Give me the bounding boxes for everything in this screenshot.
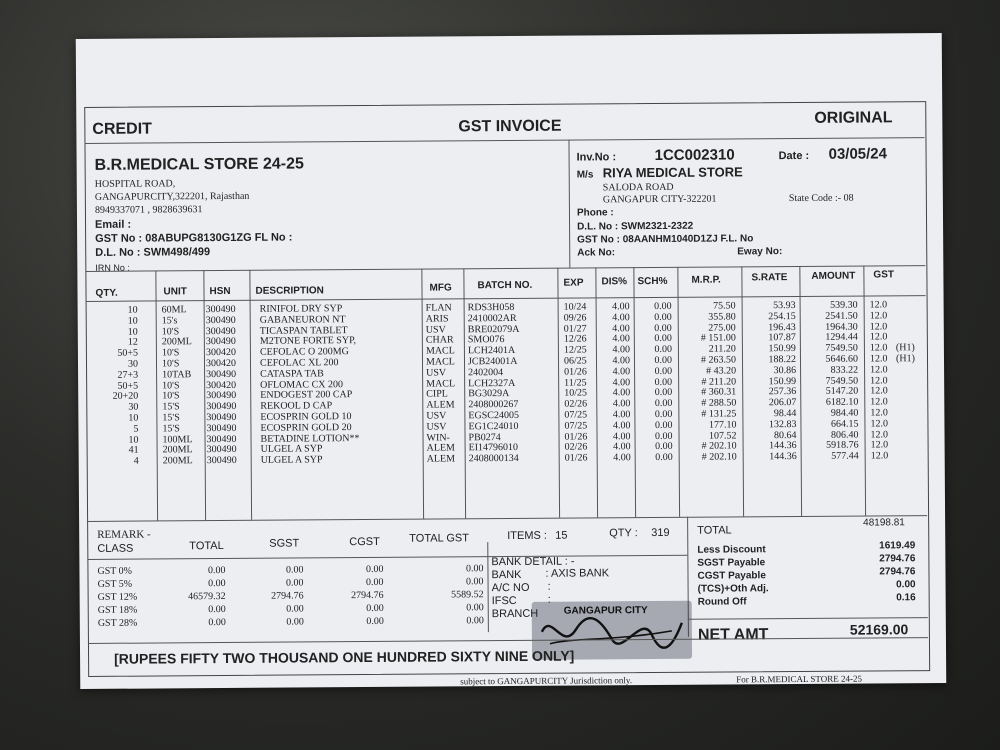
col-exp: EXP [563,277,584,289]
adjustment-value: 2794.76 [879,566,916,578]
cell-exp: 07/25 [564,420,588,432]
cell-batch: 2410002AR [467,312,517,325]
cell-mrp: # 360.31 [701,386,737,399]
adjustment-label: SGST Payable [697,557,766,569]
cell-qty: 10 [128,412,139,424]
cell-sch: 0.00 [654,365,673,377]
invoice-title: GST INVOICE [458,117,562,136]
cell-mfg: ALEM [426,399,455,411]
cell-gst: 12.0 [869,342,888,354]
cell-amt: 5646.60 [825,353,859,365]
adjustment-value: 0.16 [896,592,916,604]
cell-hsn: 300490 [206,411,237,424]
credit-label: CREDIT [92,120,152,138]
cell-amt: 664.15 [830,418,859,430]
cell-qty: 27+3 [117,369,139,381]
original-label: ORIGINAL [814,109,893,127]
cell-qty: 5 [133,423,139,435]
bank-label: BANK [491,568,522,582]
gst-cell-cgst: 0.00 [365,563,384,576]
cell-gst: 12.0 [869,331,888,343]
gst-cell-cgst: 0.00 [366,576,384,589]
cell-hsn: 300490 [206,444,237,456]
cell-dis: 4.00 [612,365,631,378]
cell-sch: 0.00 [654,430,673,442]
cell-batch: 2408000134 [468,453,519,465]
col-unit: UNIT [163,286,187,298]
cell-qty: 30 [128,401,139,413]
cell-qty: 30 [127,358,139,370]
adjustment-value: 1619.49 [879,540,916,552]
cell-hsn: 300490 [206,401,237,413]
gst-cell-tgst: 0.00 [466,615,484,627]
buyer-phone: Phone : [576,207,614,219]
cell-gst: 12.0 [869,353,888,365]
cell-qty: 10 [127,304,138,316]
cell-mrp: 75.50 [713,300,736,312]
cell-mfg: CIPL [426,388,448,400]
cell-amt: 5918.76 [826,439,859,452]
cell-batch: EI14796010 [468,442,519,454]
gst-cell-total: 0.00 [208,603,226,616]
remark-label: REMARK - [97,528,151,541]
cell-desc: RINIFOL DRY SYP [259,303,343,315]
cell-dis: 4.00 [612,301,630,313]
cell-sch: 0.00 [654,408,673,420]
invoice-date: 03/05/24 [828,145,888,163]
gst-cell-name: GST 18% [97,604,138,616]
cell-mfg: USV [425,324,446,336]
cell-rate: 30.86 [773,364,797,376]
cell-batch: 2402004 [468,366,504,379]
cell-hsn: 300490 [206,390,237,402]
seller-dl: D.L. No : SWM498/499 [95,246,211,259]
seller-address-2: GANGAPURCITY,322201, Rajasthan [94,190,250,203]
cell-hsn: 300490 [205,314,236,326]
cell-qty: 50+5 [117,380,139,392]
jurisdiction-note: subject to GANGAPURCITY Jurisdiction only. [460,675,633,687]
cell-mfg: ALEM [426,453,456,465]
gst-cell-total: 0.00 [208,616,226,629]
cell-sch: 0.00 [654,344,672,356]
cell-mrp: # 131.25 [701,408,737,420]
cell-dis: 4.00 [612,322,630,334]
cell-sch: 0.00 [654,300,672,312]
cell-unit: 200ML [161,336,192,348]
cell-batch: PB0274 [468,431,501,443]
cell-desc: ENDOGEST 200 CAP [260,389,353,402]
seller-name: B.R.MEDICAL STORE 24-25 [94,155,304,174]
cell-rate: 98.44 [773,408,797,420]
cell-desc: CEFOLAC O 200MG [259,346,349,358]
cell-amt: 577.44 [831,450,859,462]
cell-mfg: WIN- [426,432,450,444]
cell-rate: 132.83 [768,418,797,430]
cell-gst: 12.0 [870,364,888,376]
cell-dis: 4.00 [612,311,630,324]
cell-rate: 80.64 [773,429,797,441]
cell-batch: 2408000267 [468,399,519,411]
for-signature: For B.R.MEDICAL STORE 24-25 [736,673,863,685]
cell-mrp: 355.80 [708,311,736,323]
cell-gst: 12.0 [869,299,888,311]
col-mfg: MFG [429,282,452,294]
cell-mrp: # 211.20 [701,376,737,388]
gst-cell-sgst: 2794.76 [271,590,304,602]
cell-mrp: 107.52 [708,430,737,442]
seller-irn: IRN No : [95,262,130,273]
cell-mfg: ARIS [425,313,449,325]
cell-exp: 02/26 [564,398,588,410]
cell-qty: 10 [127,326,138,338]
cell-rate: 206.07 [768,397,797,409]
gst-cell-name: GST 12% [97,591,138,603]
cell-desc: BETADINE LOTION** [260,432,360,445]
cell-rate: 144.36 [769,440,797,452]
cell-amt: 7549.50 [825,342,858,354]
cell-dis: 4.00 [612,333,630,345]
cell-batch: RDS3H058 [467,301,515,314]
cell-unit: 10'S [162,379,180,392]
invoice-paper [76,33,947,689]
cell-sch: 0.00 [654,311,672,323]
gst-cell-sgst: 0.00 [286,616,304,628]
buyer-gst: GST No : 08AANHM1040D1ZJ F.L. No [577,233,754,246]
cell-gst: 12.0 [870,407,888,419]
cell-desc: TICASPAN TABLET [259,324,348,337]
cell-mfg: CHAR [425,334,454,346]
ms-label: M/s [576,169,594,181]
col-dis: DIS% [601,276,628,288]
adjustment-label: CGST Payable [697,570,766,582]
invoice-number: 1CC002310 [654,146,735,164]
cell-sch: 0.00 [654,398,673,410]
cell-exp: 10/24 [563,301,587,313]
gst-cell-name: GST 0% [97,565,133,577]
cell-batch: BRE02079A [467,323,520,335]
cell-exp: 01/26 [564,452,588,464]
cell-amt: 539.30 [830,299,858,311]
cell-desc: ECOSPRIN GOLD 10 [260,411,352,423]
gst-cell-cgst: 0.00 [366,615,384,628]
cell-exp: 12/25 [563,344,587,356]
col-amount: AMOUNT [811,270,856,282]
gst-cell-tgst: 0.00 [465,563,484,575]
branch-label: BRANCH [491,607,539,621]
cell-sch: 0.00 [654,419,673,431]
seller-gst: GST No : 08ABUPG8130G1ZG FL No : [95,231,293,245]
cell-gst: 12.0 [870,385,888,397]
gst-cell-name: GST 5% [97,578,133,590]
cell-rate: 254.15 [768,310,796,323]
cell-unit: 15'S [162,423,180,435]
cell-sch: 0.00 [654,333,672,345]
cell-mrp: # 151.00 [700,332,736,345]
buyer-state-code: State Code :- 08 [788,192,854,205]
gst-cell-total: 0.00 [207,564,226,577]
cell-rate: 144.36 [769,451,797,463]
date-label: Date : [778,149,810,163]
bank-detail-label: BANK DETAIL : - [491,555,575,569]
cell-mfg: MACL [426,377,456,390]
cell-exp: 01/27 [563,323,587,335]
cell-desc: M2TONE FORTE SYP, [259,335,357,348]
cell-exp: 01/26 [564,431,588,443]
cell-mrp: # 288.50 [701,397,737,409]
cell-desc: ULGEL A SYP [260,454,323,466]
gst-cell-tgst: 0.00 [466,602,484,614]
cell-rate: 257.36 [768,386,797,398]
qty-total: 319 [651,526,670,540]
cell-mfg: USV [426,367,447,379]
cell-hsn: 300490 [205,336,236,348]
cell-exp: 01/26 [564,366,587,378]
cell-qty: 20+20 [112,390,139,403]
cell-mrp: 275.00 [708,322,736,334]
cell-hsn: 300490 [205,325,236,337]
cell-batch: LCH2401A [467,345,516,357]
cell-dis: 4.00 [612,409,631,421]
cell-desc: REKOOL D CAP [260,400,333,412]
items-count-label: ITEMS : [507,529,547,543]
cell-hsn: 300490 [206,422,237,434]
cell-dis: 4.00 [612,355,631,367]
stamp-text: GANGAPUR CITY [563,605,648,617]
cell-gst: 12.0 [870,428,889,441]
gst-cell-sgst: 0.00 [285,564,304,576]
qty-total-label: QTY : [609,527,638,540]
col-rate: S.RATE [751,272,788,284]
col-batch: BATCH NO. [477,279,533,292]
cell-mfg: MACL [425,356,455,368]
buyer-ack: Ack No: [577,247,616,259]
adjustment-value: 0.00 [896,579,916,591]
sum-col-total: TOTAL [189,540,224,553]
cell-desc: OFLOMAC CX 200 [260,378,343,391]
items-count: 15 [555,529,568,542]
cell-batch: LCH2327A [468,377,516,389]
cell-hsn: 300420 [206,379,237,391]
cell-unit: 10'S [161,347,180,359]
cell-desc: ECOSPRIN GOLD 20 [260,421,352,434]
cell-unit: 60ML [161,304,187,316]
cell-unit: 10'S [162,390,180,402]
adjustment-value: 2794.76 [879,553,916,565]
cell-sch: 0.00 [654,387,673,399]
cell-unit: 15's [161,315,178,327]
cell-qty: 10 [127,315,138,327]
cell-batch: SMO076 [467,334,505,346]
cell-amt: 2541.50 [825,310,858,322]
cell-gst: 12.0 [870,396,888,408]
col-hsn: HSN [209,285,231,298]
cell-dis: 4.00 [612,419,631,432]
net-amount-label: NET AMT [697,626,769,644]
cell-dis: 4.00 [612,344,630,356]
cell-desc: CEFOLAC XL 200 [259,357,339,369]
cell-unit: 100ML [162,433,193,446]
buyer-name: RIYA MEDICAL STORE [602,164,743,181]
cell-unit: 200ML [162,444,193,456]
cell-dis: 4.00 [612,430,631,442]
cell-gst: 12.0 [869,310,888,322]
cell-amt: 1294.44 [825,331,858,344]
cell-amt: 5147.20 [825,385,859,398]
cell-mrp: 211.20 [708,343,736,355]
seller-email: Email : [94,218,132,231]
cell-sch: 0.00 [654,354,673,366]
cell-unit: 15'S [162,412,180,424]
cell-dis: 4.00 [613,452,631,464]
cell-unit: 10'S [161,325,180,338]
cell-batch: BG3029A [468,388,510,400]
gst-cell-cgst: 2794.76 [351,589,384,602]
cell-gst: 12.0 [870,450,889,462]
cell-note: (H1) [895,353,915,365]
cell-desc: CATASPA TAB [260,368,324,380]
gst-cell-total: 46579.32 [188,590,226,603]
cell-hsn: 300420 [205,357,237,370]
cell-mfg: FLAN [425,302,452,314]
cell-hsn: 300490 [206,433,237,445]
gst-cell-name: GST 28% [97,617,138,629]
col-description: DESCRIPTION [255,285,324,297]
cell-rate: 53.93 [773,300,796,312]
cell-amt: 984.40 [830,407,859,419]
cell-exp: 11/25 [564,377,587,389]
cell-dis: 4.00 [612,398,631,410]
cell-hsn: 300490 [205,303,236,316]
cell-mrp: 177.10 [708,419,737,431]
grand-total: 48198.81 [863,517,905,529]
sum-col-total-gst: TOTAL GST [409,532,469,545]
seller-phone: 8949337071 , 9828639631 [94,204,203,216]
cell-batch: EG1C24010 [468,420,519,433]
acno-label: A/C NO [491,581,530,595]
acno-colon: : [547,580,551,593]
cell-hsn: 300490 [206,455,237,467]
cell-unit: 10TAB [162,369,192,381]
cell-exp: 07/25 [564,409,588,421]
cell-mfg: USV [426,421,447,433]
cell-rate: 107.87 [768,332,796,344]
adjustment-label: Less Discount [697,544,766,556]
cell-unit: 10'S [161,358,180,370]
cell-rate: 188.22 [768,354,797,366]
cell-unit: 15'S [162,401,180,413]
cell-dis: 4.00 [612,387,631,399]
cell-qty: 10 [128,434,139,446]
cell-batch: JCB24001A [467,355,518,368]
adjustment-label: (TCS)+Oth Adj. [697,583,769,595]
cell-amt: 7549.50 [825,375,859,387]
col-qty: QTY. [95,287,118,299]
amount-in-words: [RUPEES FIFTY TWO THOUSAND ONE HUNDRED SIXTY NINE ONLY] [114,647,575,667]
cell-amt: 806.40 [830,429,859,441]
cell-amt: 1964.30 [825,321,858,333]
cell-mfg: MACL [425,345,455,357]
buyer-address-2: GANGAPUR CITY-322201 [602,193,717,206]
cell-hsn: 300420 [205,347,236,359]
ifsc-colon: : [547,593,551,606]
cell-amt: 6182.10 [825,396,859,408]
cell-dis: 4.00 [612,376,631,388]
class-label: CLASS [97,542,134,555]
cell-exp: 12/26 [563,333,587,346]
col-gst: GST [873,269,895,281]
buyer-dl: D.L. No : SWM2321-2322 [577,220,694,233]
seller-address-1: HOSPITAL ROAD, [94,178,176,190]
net-amount: 52169.00 [849,621,909,638]
cell-qty: 12 [127,336,138,349]
cell-amt: 833.22 [830,364,859,376]
cell-sch: 0.00 [655,452,673,464]
cell-exp: 10/25 [564,387,588,400]
cell-mrp: # 43.20 [706,365,737,377]
cell-dis: 4.00 [613,441,631,453]
gst-cell-total: 0.00 [208,577,226,590]
cell-exp: 09/26 [563,312,587,324]
sum-col-sgst: SGST [269,537,300,550]
cell-note: (H1) [895,342,915,354]
cell-hsn: 300490 [206,368,237,380]
grand-total-label: TOTAL [697,524,732,537]
gst-cell-tgst: 0.00 [466,576,484,588]
cell-rate: 150.99 [768,343,796,355]
gst-cell-sgst: 0.00 [286,603,304,615]
cell-gst: 12.0 [870,439,889,451]
cell-mrp: # 263.50 [700,354,737,366]
invoice-number-label: Inv.No : [576,151,617,164]
cell-mfg: USV [426,410,447,422]
cell-qty: 41 [128,444,139,457]
cell-batch: EGSC24005 [468,409,519,422]
cell-exp: 02/26 [564,441,588,454]
buyer-address-1: SALODA ROAD [602,181,674,194]
cell-qty: 50+5 [117,347,138,359]
cell-mfg: ALEM [426,442,455,454]
cell-gst: 12.0 [870,418,888,430]
cell-mrp: # 202.10 [701,440,737,453]
cell-mrp: # 202.10 [701,451,737,463]
cell-qty: 4 [133,455,139,467]
cell-sch: 0.00 [655,441,673,453]
cell-gst: 12.0 [870,374,888,387]
bank-name: : AXIS BANK [545,567,610,580]
gst-cell-tgst: 5589.52 [451,589,484,601]
cell-desc: ULGEL A SYP [260,443,323,456]
cell-rate: 196.43 [768,321,796,333]
ifsc-label: IFSC [491,594,517,608]
cell-rate: 150.99 [768,375,797,387]
cell-sch: 0.00 [654,376,673,388]
gst-cell-sgst: 0.00 [286,577,304,589]
buyer-eway: Eway No: [737,246,783,258]
cell-exp: 06/25 [563,355,587,367]
cell-unit: 200ML [162,455,193,467]
cell-desc: GABANEURON NT [259,313,346,326]
gst-cell-cgst: 0.00 [366,602,384,615]
cell-gst: 12.0 [869,320,888,333]
col-mrp: M.R.P. [691,274,721,286]
sum-col-cgst: CGST [349,535,380,549]
adjustment-label: Round Off [697,596,747,608]
cell-sch: 0.00 [654,322,672,334]
col-sch: SCH% [637,275,668,288]
